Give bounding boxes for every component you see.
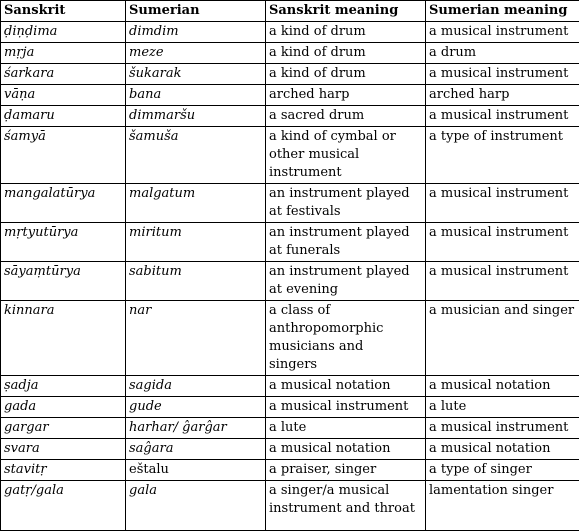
- sumerian-word-cell: šamuša: [126, 127, 266, 184]
- table-row: [1, 439, 579, 460]
- sanskrit-word-cell: mṛja: [1, 43, 126, 64]
- table-row: [1, 106, 579, 127]
- header-sanskrit: Sanskrit: [1, 1, 126, 22]
- sumerian-word-cell: sabitum: [126, 262, 266, 301]
- table-row: [1, 127, 579, 184]
- table-row: [1, 418, 579, 439]
- sumerian-meaning-cell: a musician and singer: [426, 301, 579, 376]
- sumerian-word-cell: gala: [126, 481, 266, 531]
- sumerian-word-cell: gude: [126, 397, 266, 418]
- sumerian-meaning-cell: a musical instrument: [426, 184, 579, 223]
- sanskrit-word-cell: stavitṛ: [1, 460, 126, 481]
- table-row: [1, 481, 579, 531]
- sanskrit-meaning-cell: an instrument played at evening: [266, 262, 426, 301]
- sumerian-meaning-cell: a musical instrument: [426, 22, 579, 43]
- sumerian-word-cell: šukarak: [126, 64, 266, 85]
- sanskrit-meaning-cell: an instrument played at funerals: [266, 223, 426, 262]
- sumerian-meaning-cell: a musical instrument: [426, 418, 579, 439]
- sanskrit-word-cell: gatṛ/gala: [1, 481, 126, 531]
- sanskrit-word-cell: gada: [1, 397, 126, 418]
- sumerian-word-cell: dimmaršu: [126, 106, 266, 127]
- sumerian-word-cell: nar: [126, 301, 266, 376]
- sumerian-word-cell: sagida: [126, 376, 266, 397]
- sanskrit-word-cell: ṣadja: [1, 376, 126, 397]
- table-row: [1, 460, 579, 481]
- sanskrit-meaning-cell: a kind of drum: [266, 43, 426, 64]
- table-row: [1, 376, 579, 397]
- sanskrit-meaning-cell: [266, 301, 426, 376]
- sanskrit-meaning-cell: arched harp: [266, 85, 426, 106]
- sanskrit-meaning-line: a class of: [269, 302, 422, 320]
- sanskrit-word-cell: śarkara: [1, 64, 126, 85]
- sanskrit-word-cell: mangalatūrya: [1, 184, 126, 223]
- table-row: [1, 64, 579, 85]
- header-row: [1, 1, 579, 22]
- sumerian-meaning-cell: arched harp: [426, 85, 579, 106]
- sumerian-meaning-cell: a musical instrument: [426, 262, 579, 301]
- sanskrit-word-cell: gargar: [1, 418, 126, 439]
- header-sumerian-meaning: Sumerian meaning: [426, 1, 579, 22]
- sanskrit-word-cell: mṛtyutūrya: [1, 223, 126, 262]
- table-body: [1, 22, 579, 531]
- sumerian-word-cell: miritum: [126, 223, 266, 262]
- sumerian-meaning-cell: a musical instrument: [426, 106, 579, 127]
- sanskrit-meaning-cell: a singer/a musical instrument and throat: [266, 481, 426, 531]
- sumerian-word-cell: eštalu: [126, 460, 266, 481]
- sumerian-meaning-cell: a drum: [426, 43, 579, 64]
- sumerian-meaning-cell: a type of instrument: [426, 127, 579, 184]
- sumerian-word-cell: saĝara: [126, 439, 266, 460]
- sumerian-word-cell: meze: [126, 43, 266, 64]
- header-sanskrit-meaning: Sanskrit meaning: [266, 1, 426, 22]
- header-sumerian: Sumerian: [126, 1, 266, 22]
- sanskrit-word-cell: kinnara: [1, 301, 126, 376]
- sumerian-meaning-cell: a musical notation: [426, 376, 579, 397]
- table-row: [1, 184, 579, 223]
- sanskrit-meaning-cell: a sacred drum: [266, 106, 426, 127]
- sumerian-meaning-cell: a lute: [426, 397, 579, 418]
- sumerian-meaning-cell: a musical notation: [426, 439, 579, 460]
- sanskrit-meaning-cell: a kind of drum: [266, 64, 426, 85]
- sumerian-meaning-cell: a musical instrument: [426, 64, 579, 85]
- table-row: [1, 223, 579, 262]
- sanskrit-meaning-cell: a musical notation: [266, 376, 426, 397]
- table-row: [1, 301, 579, 376]
- sanskrit-meaning-cell: a lute: [266, 418, 426, 439]
- sanskrit-word-cell: svara: [1, 439, 126, 460]
- sumerian-word-cell: malgatum: [126, 184, 266, 223]
- sanskrit-word-cell: śamyā: [1, 127, 126, 184]
- sanskrit-word-cell: vāṇa: [1, 85, 126, 106]
- sanskrit-meaning-line: anthropomorphic: [269, 320, 422, 338]
- sanskrit-meaning-cell: a kind of drum: [266, 22, 426, 43]
- sanskrit-word-cell: ḍamaru: [1, 106, 126, 127]
- sanskrit-word-cell: ḍiṇḍima: [1, 22, 126, 43]
- sanskrit-meaning-cell: a musical instrument: [266, 397, 426, 418]
- table-row: [1, 397, 579, 418]
- sanskrit-meaning-cell: a kind of cymbal or other musical instrument: [266, 127, 426, 184]
- sumerian-word-cell: harhar/ ĝarĝar: [126, 418, 266, 439]
- table-row: [1, 262, 579, 301]
- sanskrit-meaning-line: musicians and: [269, 338, 422, 356]
- table-row: [1, 22, 579, 43]
- sanskrit-word-cell: sāyaṃtūrya: [1, 262, 126, 301]
- table-row: [1, 43, 579, 64]
- table-row: [1, 85, 579, 106]
- sumerian-meaning-cell: lamentation singer: [426, 481, 579, 531]
- sumerian-word-cell: bana: [126, 85, 266, 106]
- sumerian-meaning-cell: a type of singer: [426, 460, 579, 481]
- sanskrit-meaning-line: singers: [269, 356, 422, 374]
- sumerian-meaning-cell: a musical instrument: [426, 223, 579, 262]
- sanskrit-meaning-cell: a praiser, singer: [266, 460, 426, 481]
- sumerian-word-cell: dimdim: [126, 22, 266, 43]
- sanskrit-meaning-cell: an instrument played at festivals: [266, 184, 426, 223]
- sanskrit-meaning-cell: a musical notation: [266, 439, 426, 460]
